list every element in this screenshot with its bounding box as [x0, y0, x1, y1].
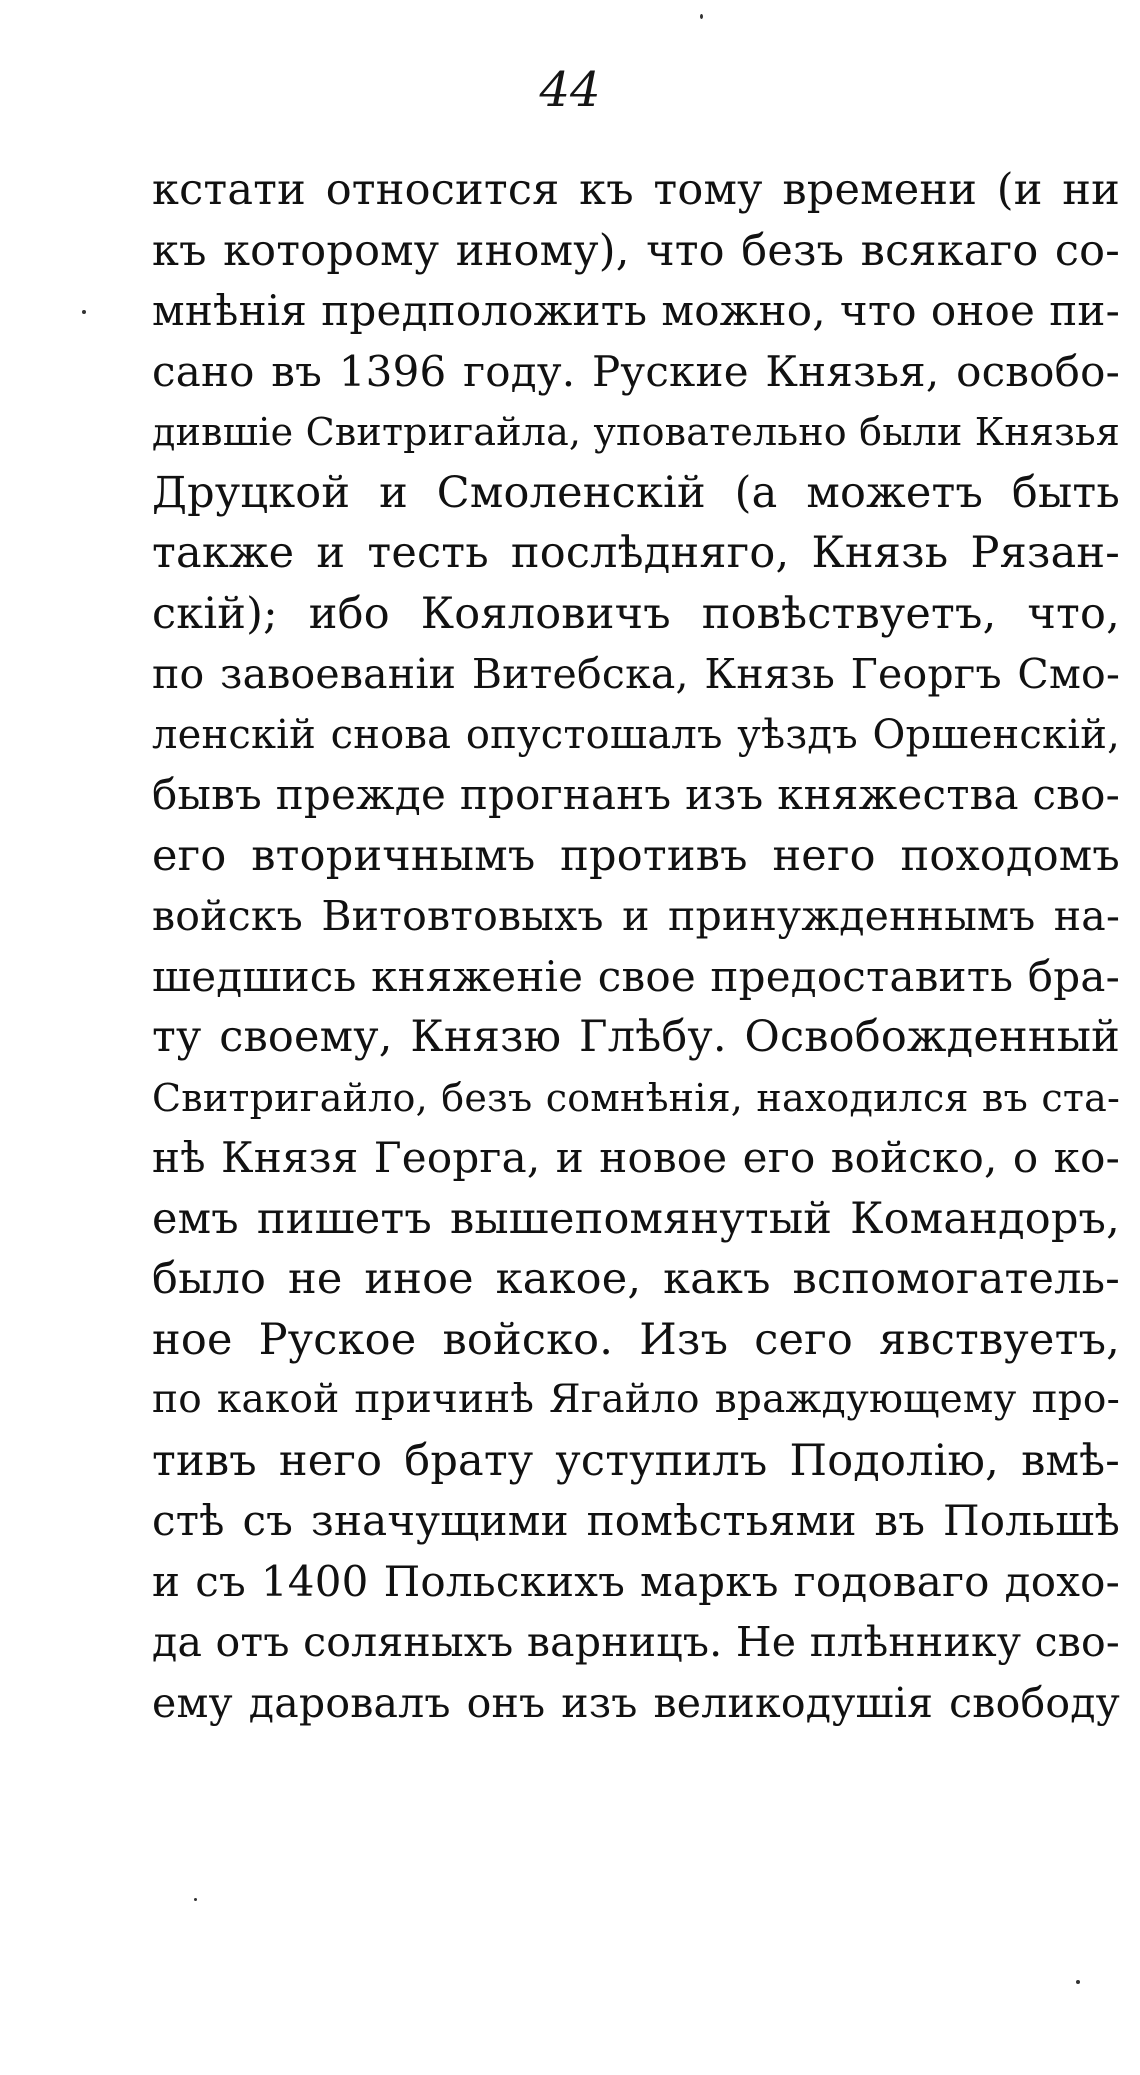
- text-line: по какой причинѣ Ягайло враждующему про-: [152, 1377, 1120, 1422]
- text-line: ту своему, Князю Глѣбу. Освобожденный: [152, 1012, 1120, 1062]
- text-line: и съ 1400 Польскихъ маркъ годоваго дохо-: [152, 1556, 1120, 1606]
- text-line: ему даровалъ онъ изъ великодушія свободу: [152, 1678, 1120, 1727]
- text-line: къ которому иному), что безъ всякаго со-: [152, 225, 1120, 276]
- text-line: было не иное какое, какъ вспомогатель-: [152, 1254, 1120, 1304]
- print-speck: [82, 310, 86, 314]
- text-line: также и тесть послѣдняго, Князь Рязан-: [152, 528, 1120, 578]
- text-line: бывъ прежде прогнанъ изъ княжества сво-: [152, 770, 1120, 819]
- text-line: нѣ Князя Георга, и новое его войско, о ко-: [152, 1133, 1120, 1182]
- text-line: сано въ 1396 году. Руские Князья, освобо-: [152, 346, 1120, 396]
- text-line: мнѣнія предположить можно, что оное пи-: [152, 286, 1120, 335]
- text-line: скій); ибо Кояловичъ повѣствуетъ, что,: [152, 588, 1120, 639]
- text-line: дившіе Свитригайла, уповательно были Князья: [152, 410, 1121, 454]
- text-line: тивъ него брату уступилъ Подолію, вмѣ-: [152, 1435, 1120, 1486]
- print-speck: [194, 1898, 197, 1901]
- text-line: войскъ Витовтовыхъ и принужденнымъ на-: [152, 892, 1120, 940]
- text-line: шедшись княженіе свое предоставить бра-: [152, 951, 1120, 1001]
- text-line: емъ пишетъ вышепомянутый Командоръ,: [152, 1193, 1120, 1244]
- text-line: его вторичнымъ противъ него походомъ: [152, 830, 1120, 881]
- page-number: 44: [539, 62, 601, 118]
- text-line: стѣ съ значущими помѣстьями въ Польшѣ: [152, 1496, 1120, 1545]
- text-line: Свитригайло, безъ сомнѣнія, находился въ ста-: [152, 1075, 1120, 1120]
- text-line: кстати относится къ тому времени (и ни: [152, 165, 1120, 215]
- text-line: по завоеваніи Витебска, Князь Георгъ Смо-: [152, 650, 1120, 698]
- text-line: Друцкой и Смоленскій (а можетъ быть: [152, 467, 1120, 518]
- text-line: ное Руское войско. Изъ сего явствуетъ,: [152, 1314, 1120, 1365]
- print-speck: [700, 14, 703, 19]
- text-line: ленскій снова опустошалъ уѣздъ Оршенскій,: [152, 711, 1120, 758]
- text-line: да отъ соляныхъ варницъ. Не плѣннику сво-: [152, 1618, 1120, 1666]
- print-speck: [1076, 1980, 1080, 1984]
